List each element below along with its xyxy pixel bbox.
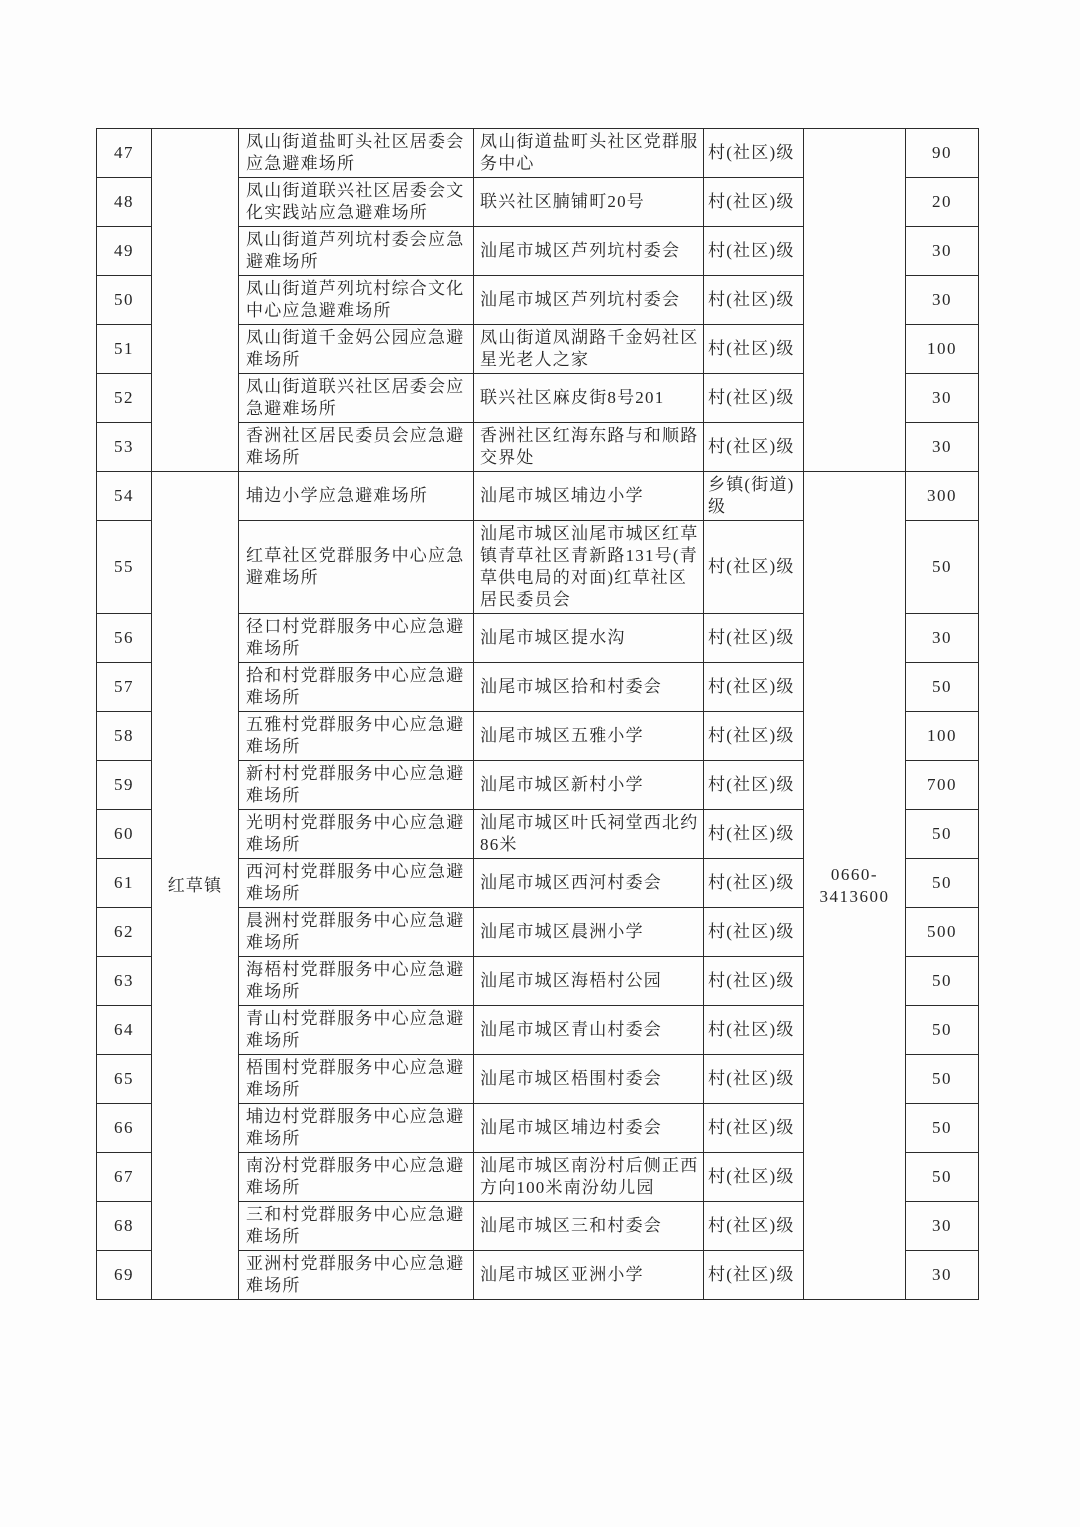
level-cell: 村(社区)级 <box>704 810 804 859</box>
shelter-name-cell: 埔边村党群服务中心应急避难场所 <box>239 1104 474 1153</box>
shelter-name-cell: 光明村党群服务中心应急避难场所 <box>239 810 474 859</box>
shelter-name-cell: 凤山街道联兴社区居委会文化实践站应急避难场所 <box>239 178 474 227</box>
address-cell: 凤山街道凤湖路千金妈社区星光老人之家 <box>474 325 704 374</box>
capacity-cell: 90 <box>906 129 979 178</box>
shelter-name-cell: 青山村党群服务中心应急避难场所 <box>239 1006 474 1055</box>
shelter-name-cell: 凤山街道千金妈公园应急避难场所 <box>239 325 474 374</box>
capacity-cell: 20 <box>906 178 979 227</box>
capacity-cell: 30 <box>906 1251 979 1300</box>
capacity-cell: 30 <box>906 614 979 663</box>
shelter-name-cell: 晨洲村党群服务中心应急避难场所 <box>239 908 474 957</box>
level-cell: 村(社区)级 <box>704 178 804 227</box>
shelter-name-cell: 凤山街道芦列坑村综合文化中心应急避难场所 <box>239 276 474 325</box>
shelter-name-cell: 新村村党群服务中心应急避难场所 <box>239 761 474 810</box>
address-cell: 汕尾市城区西河村委会 <box>474 859 704 908</box>
level-cell: 村(社区)级 <box>704 859 804 908</box>
address-cell: 汕尾市城区拾和村委会 <box>474 663 704 712</box>
row-number-cell: 59 <box>97 761 152 810</box>
address-cell: 汕尾市城区芦列坑村委会 <box>474 276 704 325</box>
row-number-cell: 68 <box>97 1202 152 1251</box>
level-cell: 村(社区)级 <box>704 227 804 276</box>
level-cell: 村(社区)级 <box>704 1055 804 1104</box>
level-cell: 村(社区)级 <box>704 276 804 325</box>
shelter-name-cell: 南汾村党群服务中心应急避难场所 <box>239 1153 474 1202</box>
row-number-cell: 58 <box>97 712 152 761</box>
row-number-cell: 53 <box>97 423 152 472</box>
address-cell: 汕尾市城区晨洲小学 <box>474 908 704 957</box>
table-row <box>97 472 979 521</box>
level-cell: 村(社区)级 <box>704 325 804 374</box>
address-cell: 汕尾市城区汕尾市城区红草镇青草社区青新路131号(青草供电局的对面)红草社区居民委员会 <box>474 521 704 614</box>
address-cell: 汕尾市城区埔边小学 <box>474 472 704 521</box>
row-number-cell: 48 <box>97 178 152 227</box>
address-cell: 汕尾市城区亚洲小学 <box>474 1251 704 1300</box>
shelter-name-cell: 红草社区党群服务中心应急避难场所 <box>239 521 474 614</box>
shelter-name-cell: 香洲社区居民委员会应急避难场所 <box>239 423 474 472</box>
level-cell: 村(社区)级 <box>704 1202 804 1251</box>
capacity-cell: 50 <box>906 1006 979 1055</box>
capacity-cell: 50 <box>906 521 979 614</box>
level-cell: 村(社区)级 <box>704 761 804 810</box>
row-number-cell: 57 <box>97 663 152 712</box>
level-cell: 村(社区)级 <box>704 1153 804 1202</box>
address-cell: 汕尾市城区五雅小学 <box>474 712 704 761</box>
capacity-cell: 30 <box>906 374 979 423</box>
address-cell: 汕尾市城区海梧村公园 <box>474 957 704 1006</box>
shelter-name-cell: 凤山街道盐町头社区居委会应急避难场所 <box>239 129 474 178</box>
row-number-cell: 47 <box>97 129 152 178</box>
row-number-cell: 50 <box>97 276 152 325</box>
address-cell: 汕尾市城区芦列坑村委会 <box>474 227 704 276</box>
level-cell: 村(社区)级 <box>704 374 804 423</box>
address-cell: 联兴社区麻皮街8号201 <box>474 374 704 423</box>
address-cell: 汕尾市城区南汾村后侧正西方向100米南汾幼儿园 <box>474 1153 704 1202</box>
row-number-cell: 69 <box>97 1251 152 1300</box>
level-cell: 村(社区)级 <box>704 957 804 1006</box>
row-number-cell: 62 <box>97 908 152 957</box>
address-cell: 汕尾市城区埔边村委会 <box>474 1104 704 1153</box>
shelter-name-cell: 梧围村党群服务中心应急避难场所 <box>239 1055 474 1104</box>
shelter-name-cell: 亚洲村党群服务中心应急避难场所 <box>239 1251 474 1300</box>
shelter-name-cell: 埔边小学应急避难场所 <box>239 472 474 521</box>
row-number-cell: 66 <box>97 1104 152 1153</box>
town-cell: 红草镇 <box>152 472 239 1300</box>
capacity-cell: 500 <box>906 908 979 957</box>
level-cell: 村(社区)级 <box>704 663 804 712</box>
capacity-cell: 30 <box>906 227 979 276</box>
level-cell: 村(社区)级 <box>704 1251 804 1300</box>
capacity-cell: 50 <box>906 1104 979 1153</box>
shelter-name-cell: 拾和村党群服务中心应急避难场所 <box>239 663 474 712</box>
row-number-cell: 51 <box>97 325 152 374</box>
capacity-cell: 50 <box>906 1153 979 1202</box>
level-cell: 村(社区)级 <box>704 1104 804 1153</box>
address-cell: 汕尾市城区三和村委会 <box>474 1202 704 1251</box>
phone-cell: 0660-3413600 <box>804 472 906 1300</box>
row-number-cell: 49 <box>97 227 152 276</box>
phone-cell <box>804 129 906 472</box>
capacity-cell: 30 <box>906 423 979 472</box>
address-cell: 汕尾市城区梧围村委会 <box>474 1055 704 1104</box>
address-cell: 凤山街道盐町头社区党群服务中心 <box>474 129 704 178</box>
capacity-cell: 100 <box>906 325 979 374</box>
capacity-cell: 30 <box>906 1202 979 1251</box>
address-cell: 联兴社区腩铺町20号 <box>474 178 704 227</box>
capacity-cell: 50 <box>906 1055 979 1104</box>
capacity-cell: 100 <box>906 712 979 761</box>
level-cell: 村(社区)级 <box>704 712 804 761</box>
level-cell: 村(社区)级 <box>704 1006 804 1055</box>
shelter-name-cell: 凤山街道联兴社区居委会应急避难场所 <box>239 374 474 423</box>
shelter-name-cell: 三和村党群服务中心应急避难场所 <box>239 1202 474 1251</box>
row-number-cell: 63 <box>97 957 152 1006</box>
row-number-cell: 56 <box>97 614 152 663</box>
shelter-table <box>96 128 979 1300</box>
address-cell: 汕尾市城区叶氏祠堂西北约86米 <box>474 810 704 859</box>
shelter-name-cell: 五雅村党群服务中心应急避难场所 <box>239 712 474 761</box>
level-cell: 村(社区)级 <box>704 614 804 663</box>
row-number-cell: 52 <box>97 374 152 423</box>
row-number-cell: 65 <box>97 1055 152 1104</box>
capacity-cell: 700 <box>906 761 979 810</box>
shelter-name-cell: 西河村党群服务中心应急避难场所 <box>239 859 474 908</box>
row-number-cell: 54 <box>97 472 152 521</box>
level-cell: 村(社区)级 <box>704 423 804 472</box>
address-cell: 汕尾市城区青山村委会 <box>474 1006 704 1055</box>
row-number-cell: 55 <box>97 521 152 614</box>
address-cell: 汕尾市城区新村小学 <box>474 761 704 810</box>
row-number-cell: 61 <box>97 859 152 908</box>
level-cell: 村(社区)级 <box>704 908 804 957</box>
capacity-cell: 50 <box>906 663 979 712</box>
level-cell: 村(社区)级 <box>704 129 804 178</box>
row-number-cell: 64 <box>97 1006 152 1055</box>
level-cell: 村(社区)级 <box>704 521 804 614</box>
table-row <box>97 129 979 178</box>
capacity-cell: 50 <box>906 859 979 908</box>
shelter-name-cell: 径口村党群服务中心应急避难场所 <box>239 614 474 663</box>
shelter-table-body <box>97 129 979 1300</box>
row-number-cell: 67 <box>97 1153 152 1202</box>
address-cell: 香洲社区红海东路与和顺路交界处 <box>474 423 704 472</box>
row-number-cell: 60 <box>97 810 152 859</box>
shelter-name-cell: 凤山街道芦列坑村委会应急避难场所 <box>239 227 474 276</box>
shelter-name-cell: 海梧村党群服务中心应急避难场所 <box>239 957 474 1006</box>
capacity-cell: 30 <box>906 276 979 325</box>
level-cell: 乡镇(街道)级 <box>704 472 804 521</box>
address-cell: 汕尾市城区提水沟 <box>474 614 704 663</box>
capacity-cell: 300 <box>906 472 979 521</box>
capacity-cell: 50 <box>906 810 979 859</box>
capacity-cell: 50 <box>906 957 979 1006</box>
town-cell <box>152 129 239 472</box>
